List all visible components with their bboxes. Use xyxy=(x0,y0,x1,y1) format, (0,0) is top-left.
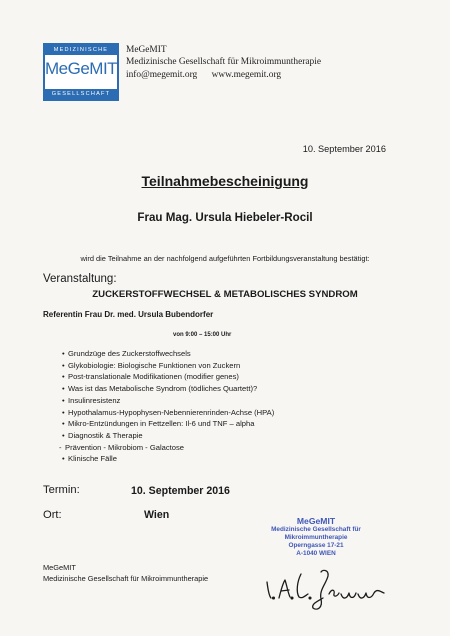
megemit-logo xyxy=(43,43,119,101)
bullet: • xyxy=(62,419,65,429)
document-date: 10. September 2016 xyxy=(302,144,386,154)
bullet: • xyxy=(62,430,65,440)
stamp-line: A-1040 WIEN xyxy=(296,550,336,557)
list-item xyxy=(62,395,274,407)
bullet: • xyxy=(62,372,65,382)
bullet: • xyxy=(62,454,65,464)
topic-list xyxy=(59,348,275,465)
stamp-line: Medizinische Gesellschaft für xyxy=(271,526,361,533)
bullet: • xyxy=(62,360,65,370)
logo-bottom-band: GESELLSCHAFT xyxy=(45,89,117,99)
certificate-title: Teilnahmebescheinigung xyxy=(141,173,309,189)
stamp-line: Mikroimmuntherapie xyxy=(284,534,348,541)
stamp-line: Operngasse 17-21 xyxy=(288,542,344,549)
list-item xyxy=(62,360,274,372)
event-title: ZUCKERSTOFFWECHSEL & METABOLISCHES SYNDROM xyxy=(92,289,358,300)
letterhead xyxy=(126,44,321,81)
topic-text: Grundzüge des Zuckerstoffwechsels xyxy=(68,349,191,358)
footer-org-full: Medizinische Gesellschaft für Mikroimmuntherapie xyxy=(43,573,209,583)
footer-org-short: MeGeMIT xyxy=(43,563,76,572)
logo-mark: MeGeMIT xyxy=(45,59,118,78)
topic-text: Hypothalamus-Hypophysen-Nebennierenrinden-Achse (HPA) xyxy=(68,407,275,417)
event-label: Veranstaltung: xyxy=(43,273,117,285)
organization-stamp xyxy=(258,516,374,558)
topic-text: Mikro-Entzündungen in Fettzellen: Il-6 und TNF – alpha xyxy=(68,419,255,429)
termin-label: Termin: xyxy=(43,484,80,496)
logo-top-band: MEDIZINISCHE xyxy=(45,45,117,55)
ort-label: Ort: xyxy=(43,509,62,521)
ort-value: Wien xyxy=(144,509,170,521)
list-item xyxy=(62,383,274,395)
topic-text: Prävention - Mikrobiom - Galactose xyxy=(65,442,185,452)
bullet: - xyxy=(59,442,62,452)
letterhead-org-full: Medizinische Gesellschaft für Mikroimmuntherapie xyxy=(126,57,321,68)
list-item xyxy=(59,442,274,454)
letterhead-email: info@megemit.org xyxy=(126,69,198,80)
bullet: • xyxy=(62,407,65,417)
event-time: von 9:00 – 15:00 Uhr xyxy=(173,332,232,338)
list-item xyxy=(62,407,274,419)
termin-value: 10. September 2016 xyxy=(131,485,230,497)
topic-text: Was ist das Metabolische Syndrom (tödliches Quartett)? xyxy=(68,384,258,394)
list-item xyxy=(62,418,274,430)
list-item xyxy=(62,430,274,442)
letterhead-website: www.megemit.org xyxy=(211,69,282,80)
bullet: • xyxy=(62,349,65,358)
topic-text: Diagnostik & Therapie xyxy=(68,430,143,440)
letterhead-org-short: MeGeMIT xyxy=(126,45,167,55)
topic-text: Klinische Fälle xyxy=(68,454,117,464)
letterhead-contact xyxy=(126,69,321,81)
footer xyxy=(43,563,208,584)
topic-text: Insulinresistenz xyxy=(68,395,121,405)
confirmation-text: wird die Teilnahme an der nachfolgend aufgeführten Fortbildungsveranstaltung bestätigt: xyxy=(80,254,370,263)
speaker-line: Referentin Frau Dr. med. Ursula Bubendorfer xyxy=(43,310,214,319)
bullet: • xyxy=(62,384,65,394)
handwritten-signature xyxy=(263,566,413,612)
list-item xyxy=(62,453,274,465)
list-item xyxy=(62,348,274,360)
stamp-line: MeGeMIT xyxy=(296,516,336,526)
list-item xyxy=(62,371,274,383)
topic-text: Glykobiologie: Biologische Funktionen von Zuckern xyxy=(68,360,241,370)
topic-text: Post-translationale Modifikationen (modifier genes) xyxy=(68,372,239,382)
recipient-name: Frau Mag. Ursula Hiebeler-Rocil xyxy=(137,211,313,224)
bullet: • xyxy=(62,395,65,405)
